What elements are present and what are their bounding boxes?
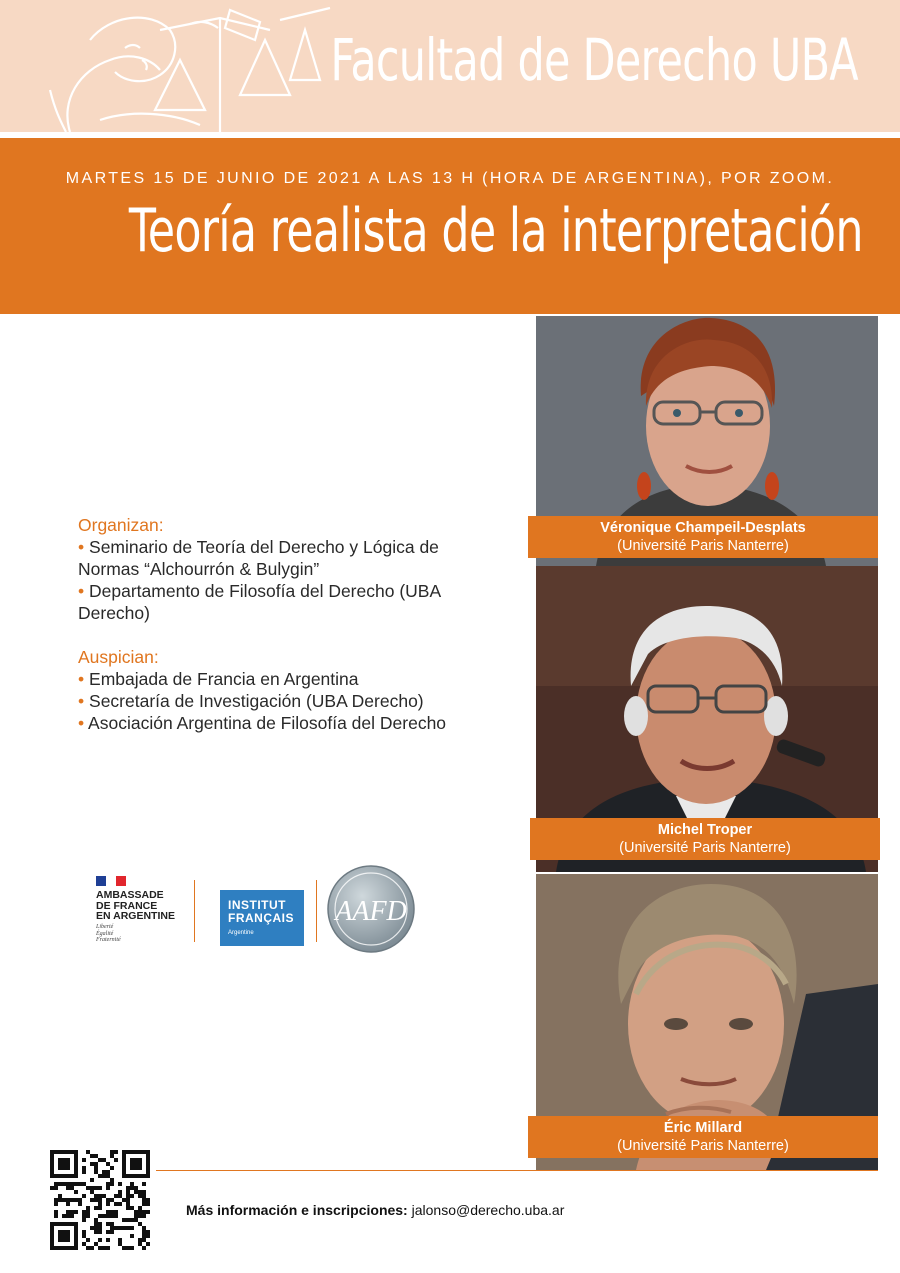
faculty-title: Facultad de Derecho UBA: [330, 26, 858, 94]
speaker-affiliation: (Université Paris Nanterre): [617, 1138, 789, 1154]
flag-white: [106, 876, 116, 886]
embassy-motto: [96, 924, 121, 944]
contact-email[interactable]: jalonso@derecho.uba.ar: [411, 1202, 565, 1218]
speaker-name: Éric Millard: [663, 1120, 743, 1136]
contact-line: [186, 1202, 564, 1218]
organizer-text: Departamento de Filosofía del Derecho (UBA Derecho): [78, 581, 441, 623]
motto-line: Liberté: [96, 924, 114, 930]
header-band: [0, 0, 900, 132]
sponsor-item: [78, 668, 498, 690]
spacer: [78, 624, 498, 646]
institut-line: Argentine: [228, 930, 254, 936]
speaker-affiliation: (Université Paris Nanterre): [617, 538, 789, 554]
bullet: •: [78, 669, 85, 689]
sponsors-heading: Auspician:: [78, 647, 159, 667]
bullet: •: [78, 691, 85, 711]
institut-line: INSTITUT: [228, 898, 286, 912]
embassy-line: EN ARGENTINE: [96, 910, 175, 922]
qr-code-icon[interactable]: [50, 1150, 150, 1250]
speaker-affiliation: (Université Paris Nanterre): [619, 840, 791, 856]
logo-divider: [194, 880, 195, 942]
bullet: •: [78, 713, 85, 733]
institut-line: FRANÇAIS: [228, 911, 294, 925]
embassy-line: DE FRANCE: [96, 899, 158, 912]
embassy-line: AMBASSADE: [96, 889, 164, 901]
logo-divider: [316, 880, 317, 942]
sponsor-item: [78, 690, 498, 712]
bullet: •: [78, 537, 85, 557]
aafd-logo: [326, 864, 416, 954]
organizer-item: [78, 580, 498, 624]
sponsor-logos: [92, 864, 432, 960]
aafd-text: AAFD: [335, 896, 407, 927]
french-flag-icon: [96, 876, 126, 886]
flag-blue: [96, 876, 106, 886]
motto-line: Fraternité: [96, 937, 121, 943]
contact-label: Más información e inscripciones:: [186, 1202, 408, 1218]
speaker-name: Véronique Champeil-Desplats: [600, 520, 806, 536]
event-date: MARTES 15 DE JUNIO DE 2021 A LAS 13 H (HORA DE ARGENTINA), POR ZOOM.: [65, 170, 835, 187]
sponsor-text: Embajada de Francia en Argentina: [89, 669, 359, 689]
speaker-caption-2: [530, 818, 880, 860]
motto-line: Égalité: [96, 930, 114, 937]
event-title: [0, 196, 900, 266]
sponsor-text: Asociación Argentina de Filosofía del Derecho: [88, 713, 447, 733]
sponsor-text: Secretaría de Investigación (UBA Derecho): [89, 691, 424, 711]
organizers-heading: Organizan:: [78, 515, 164, 535]
institut-francais-logo: [220, 890, 304, 946]
embassy-logo-text: [96, 890, 175, 922]
speaker-name: Michel Troper: [657, 822, 753, 838]
speaker-caption-3: [528, 1116, 878, 1158]
footer-divider: [156, 1170, 878, 1171]
bullet: •: [78, 581, 85, 601]
speaker-caption-1: [528, 516, 878, 558]
info-column: [78, 514, 498, 734]
sponsor-item: [78, 712, 498, 734]
flag-red: [116, 876, 126, 886]
organizer-item: [78, 536, 498, 580]
event-title-text: Teoría realista de la interpretación: [128, 196, 863, 266]
organizer-text: Seminario de Teoría del Derecho y Lógica de Normas “Alchourrón & Bulygin”: [78, 537, 439, 579]
